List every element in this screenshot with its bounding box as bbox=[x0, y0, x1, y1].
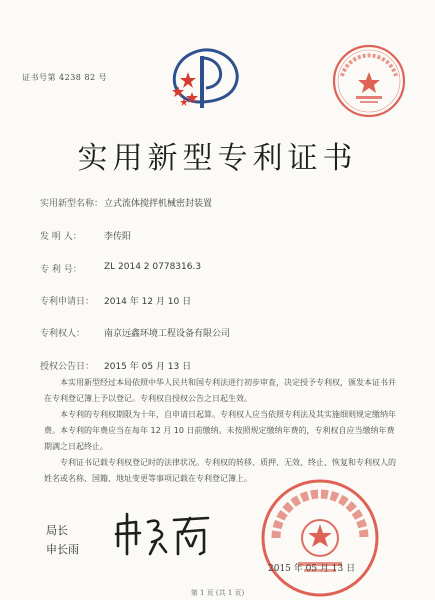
inventor-value: 李传阳 bbox=[104, 232, 132, 242]
patent-office-emblem bbox=[162, 42, 252, 116]
grant-date-value: 2015 年 05 月 13 日 bbox=[104, 362, 192, 372]
name-label: 实用新型名称： bbox=[40, 199, 104, 209]
patentee-value: 南京远鑫环境工程设备有限公司 bbox=[104, 329, 231, 339]
certificate-body-text bbox=[44, 375, 400, 487]
handwritten-signature bbox=[110, 508, 215, 560]
signatory-name: 申长雨 bbox=[46, 543, 79, 556]
page-footer: 第 1 页 (共 1 页) bbox=[190, 589, 245, 597]
document-title: 实用新型专利证书 bbox=[77, 141, 358, 176]
name-value: 立式流体搅拌机械密封装置 bbox=[104, 199, 213, 209]
seal-date: 2015 年 05 月 13 日 bbox=[268, 564, 356, 574]
body-paragraph: 专利证书记载专利权登记时的法律状况。专利权的转移、质押、无效、终止、恢复和专利权人的姓名或名称、国籍、地址变更等事项记载在专利登记簿上。 bbox=[44, 458, 396, 483]
grant-date-label: 授权公告日： bbox=[40, 362, 95, 372]
certificate-number: 证书号第 4238 82 号 bbox=[22, 73, 108, 82]
patentee-label: 专利权人： bbox=[40, 329, 86, 339]
filing-date-value: 2014 年 12 月 10 日 bbox=[104, 297, 192, 307]
official-seal-bottom bbox=[258, 476, 382, 600]
inventor-label: 发 明 人： bbox=[40, 232, 82, 242]
signatory-title: 局长 bbox=[46, 524, 68, 537]
patent-number-value: ZL 2014 2 0778316.3 bbox=[104, 262, 202, 272]
official-seal-top bbox=[330, 42, 408, 120]
body-paragraph: 本实用新型经过本局依照中华人民共和国专利法进行初步审查，决定授予专利权，颁发本证书并在专利登记簿上予以登记。专利权自授权公告之日起生效。 bbox=[44, 378, 396, 403]
body-paragraph: 本专利的专利权期限为十年，自申请日起算。专利权人应当依照专利法及其实施细则规定缴纳年费。本专利的年费应当在每年 12 月 10 日前缴纳。未按照规定缴纳年费的，专利权自应当缴纳年费期满之日起终止。 bbox=[44, 410, 396, 451]
patent-number-label: 专 利 号： bbox=[40, 265, 82, 275]
filing-date-label: 专利申请日： bbox=[40, 297, 95, 307]
